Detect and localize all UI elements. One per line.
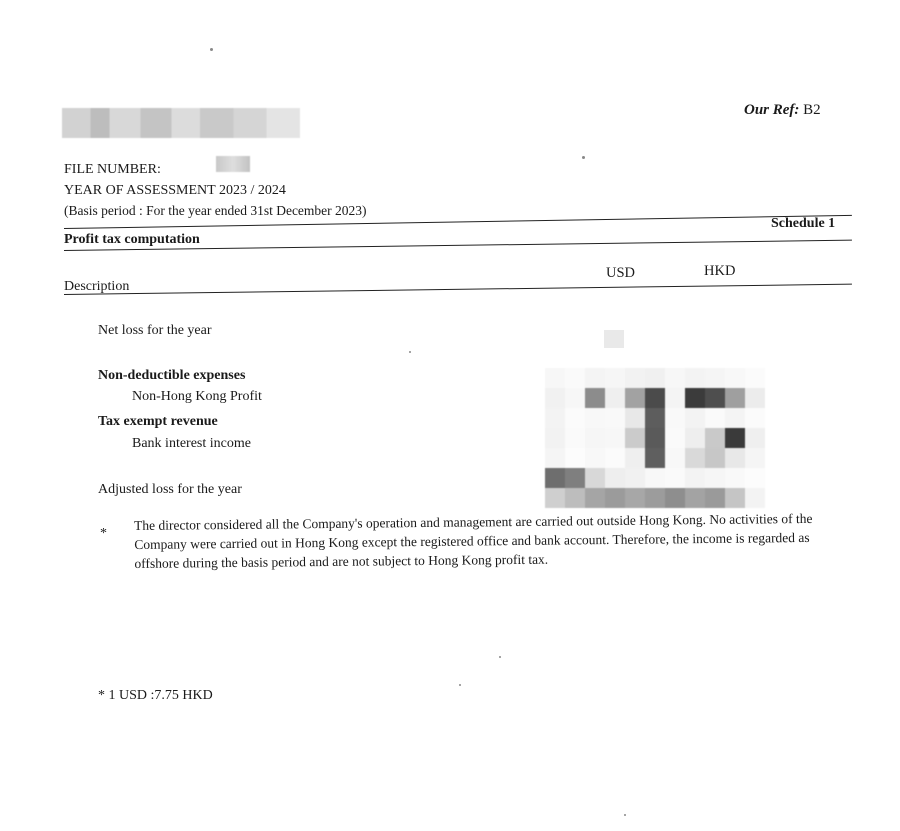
scan-speck — [582, 156, 585, 159]
scan-speck — [210, 48, 213, 51]
redacted-company-name — [62, 108, 300, 138]
scan-speck — [459, 684, 461, 686]
redacted-net-loss-value — [604, 330, 624, 348]
header-rule-bottom — [64, 284, 852, 296]
our-ref-value: B2 — [803, 102, 821, 118]
redacted-file-number — [216, 156, 250, 172]
our-ref-label: Our Ref: — [744, 102, 800, 118]
schedule-title: Profit tax computation — [64, 232, 200, 247]
usd-column-header: USD — [606, 265, 636, 281]
row-non-deductible-heading: Non-deductible expenses — [98, 368, 246, 383]
year-of-assessment: YEAR OF ASSESSMENT 2023 / 2024 — [64, 183, 286, 198]
row-tax-exempt-heading: Tax exempt revenue — [98, 414, 218, 429]
hkd-column-header: HKD — [704, 263, 736, 279]
row-adjusted-loss: Adjusted loss for the year — [98, 482, 242, 497]
scan-speck — [409, 351, 411, 353]
scan-speck — [499, 656, 501, 658]
exchange-rate: * 1 USD :7.75 HKD — [98, 688, 213, 703]
scan-speck — [624, 814, 626, 816]
our-ref — [744, 102, 821, 119]
redacted-amounts — [545, 368, 765, 508]
row-net-loss: Net loss for the year — [98, 323, 212, 338]
basis-period: (Basis period : For the year ended 31st December 2023) — [64, 203, 367, 218]
row-bank-interest: Bank interest income — [132, 436, 251, 451]
note-bullet: * — [100, 526, 107, 541]
row-non-hk-profit: Non-Hong Kong Profit — [132, 389, 262, 404]
file-number-label: FILE NUMBER: — [64, 162, 161, 177]
schedule-label: Schedule 1 — [771, 216, 836, 231]
file-number-line — [64, 162, 161, 178]
description-header: Description — [64, 279, 130, 294]
offshore-note: The director considered all the Company's operation and management are carried out outside Hong Kong. No activities of the Company were carried out in Hong Kong except the registered office and bank account. Therefore, the income is regarded as offshore during the basis period and are not subject to Hong Kong profit tax. — [134, 510, 813, 571]
